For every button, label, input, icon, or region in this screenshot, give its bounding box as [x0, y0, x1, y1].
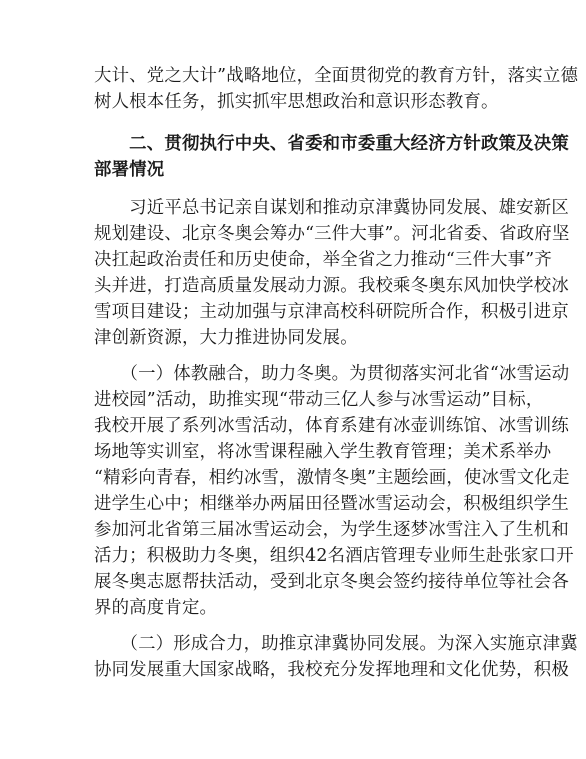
- text-line: 大计、党之大计”战略地位，全面贯彻党的教育方针，落实立德: [94, 66, 579, 86]
- text-line: 展冬奥志愿帮扶活动，受到北京冬奥会签约接待单位等社会各: [94, 572, 569, 592]
- text-line: “精彩向青春，相约冰雪，激情冬奥”主题绘画，使冰雪文化走: [94, 468, 570, 488]
- text-line: 习近平总书记亲自谋划和推动京津冀协同发展、雄安新区: [94, 198, 569, 218]
- text-line: 协同发展重大国家战略，我校充分发挥地理和文化优势，积极: [94, 660, 569, 680]
- text-line: 决扛起政治责任和历史使命，举全省之力推动“三件大事”齐: [94, 250, 552, 270]
- text-line: 进学生心中；相继举办两届田径暨冰雪运动会，积极组织学生: [94, 494, 569, 514]
- text-line: 津创新资源，大力推进协同发展。: [94, 328, 358, 348]
- text-line: 参加河北省第三届冰雪运动会，为学生逐梦冰雪注入了生机和: [94, 520, 569, 540]
- text-line: 规划建设、北京冬奥会筹办“三件大事”。河北省委、省政府坚: [94, 224, 570, 244]
- heading-line: 部署情况: [94, 160, 165, 180]
- text-line: （二）形成合力，助推京津冀协同发展。为深入实施京津冀: [94, 634, 578, 654]
- text-line: 树人根本任务，抓实抓牢思想政治和意识形态教育。: [94, 92, 499, 112]
- text-line: 界的高度肯定。: [94, 598, 218, 618]
- text-line: 雪项目建设；主动加强与京津高校科研院所合作，积极引进京: [94, 302, 569, 322]
- paragraph-intro: [94, 63, 579, 115]
- paragraph-winter-sports: [94, 361, 574, 621]
- text-line: 活力；积极助力冬奥，组织42名酒店管理专业师生赴张家口开: [94, 546, 574, 566]
- text-line: 我校开展了系列冰雪活动，体育系建有冰壶训练馆、冰雪训练: [94, 416, 569, 436]
- text-line: 进校园”活动，助推实现“带动三亿人参与冰雪运动”目标，: [94, 390, 544, 410]
- paragraph-coordination: [94, 631, 578, 683]
- heading-line: 二、贯彻执行中央、省委和市委重大经济方针政策及决策: [94, 134, 569, 154]
- paragraph-overview: [94, 195, 570, 351]
- text-line: 场地等实训室，将冰雪课程融入学生教育管理；美术系举办: [94, 442, 552, 462]
- text-line: 头并进，打造高质量发展动力源。我校乘冬奥东风加快学校冰: [94, 276, 569, 296]
- section-heading: [94, 131, 569, 183]
- text-line: （一）体教融合，助力冬奥。为贯彻落实河北省“冰雪运动: [94, 364, 570, 384]
